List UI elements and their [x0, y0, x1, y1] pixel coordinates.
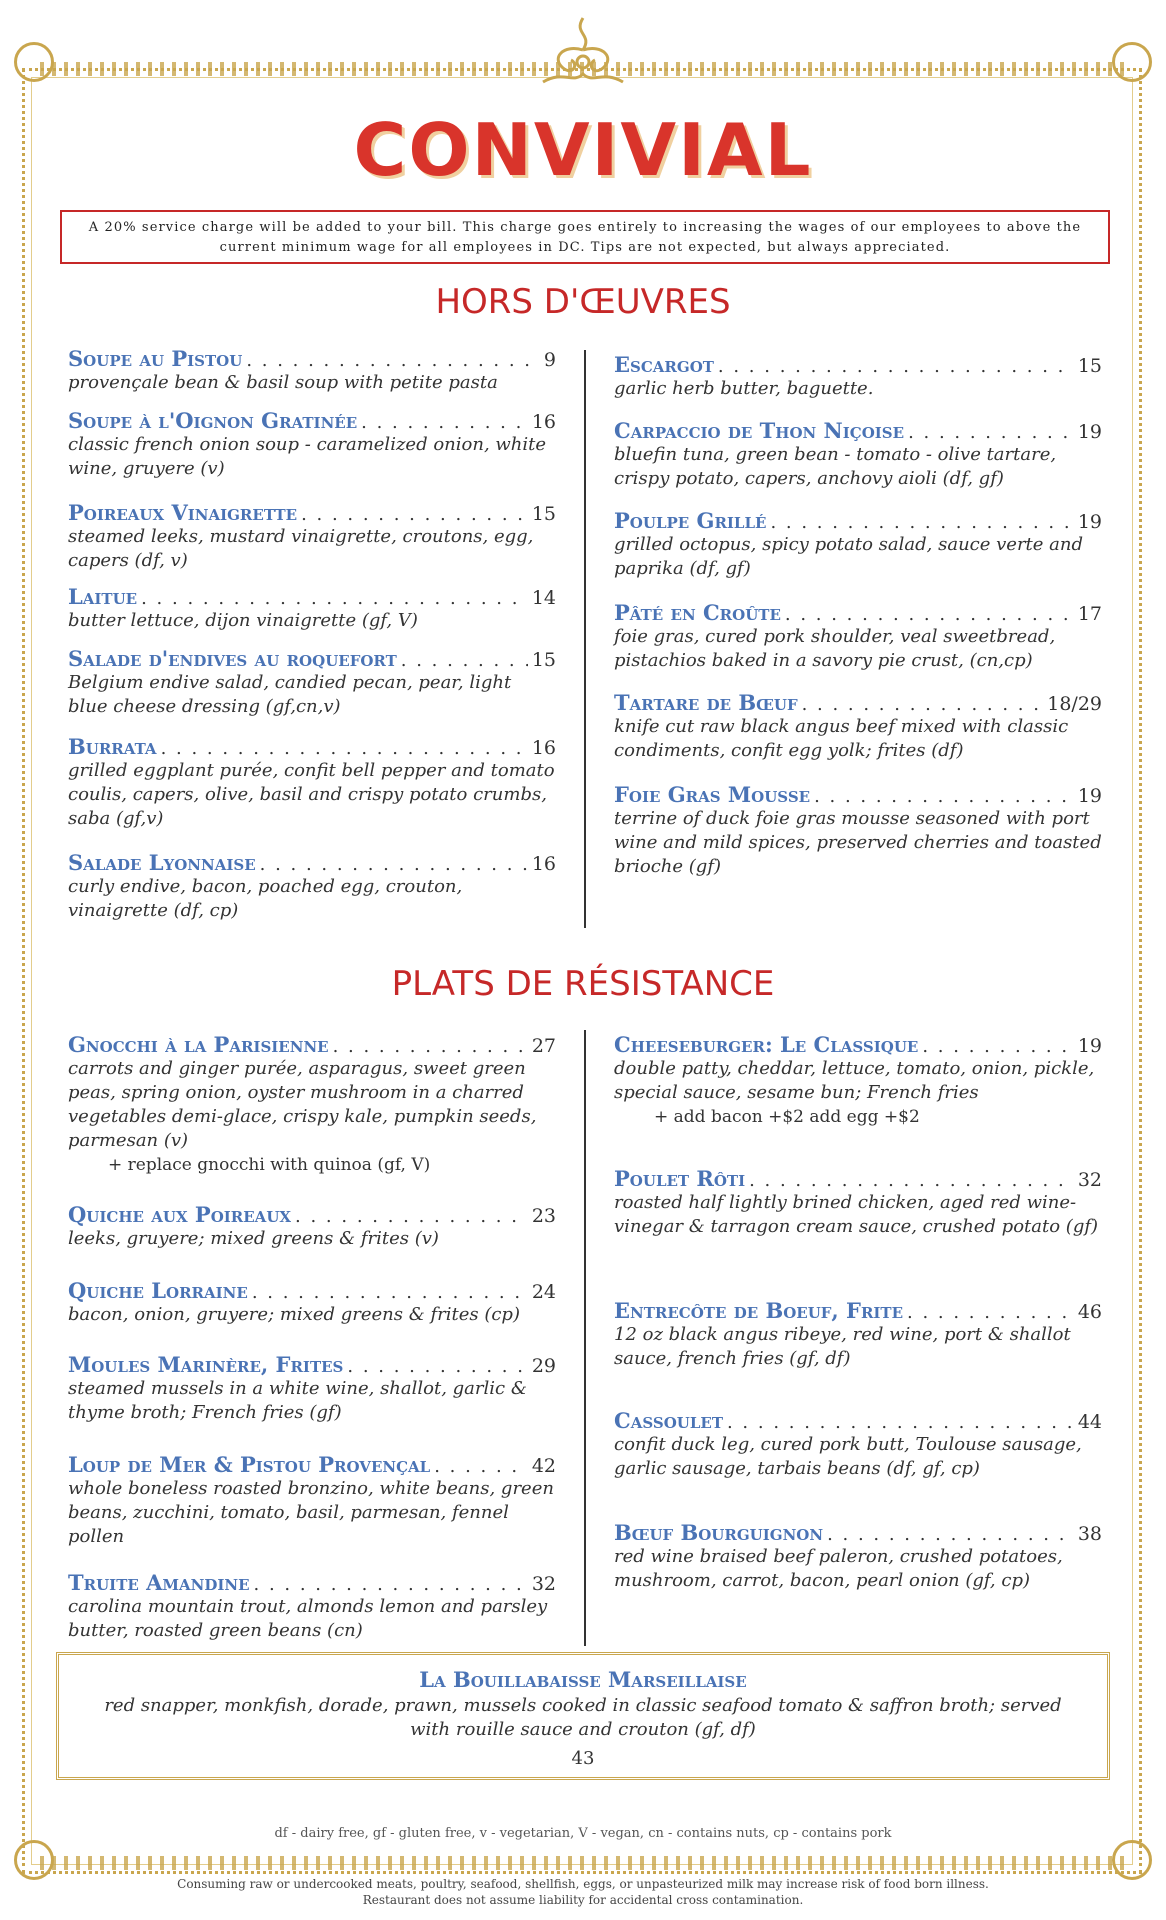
- menu-item-description: grilled eggplant purée, confit bell pepper and tomato coulis, capers, olive, basil and crispy potato crumbs, saba (gf,v): [68, 760, 555, 829]
- menu-item-description: curly endive, bacon, poached egg, crouton, vinaigrette (df, cp): [68, 876, 463, 921]
- dot-leader: [254, 1574, 528, 1595]
- menu-item-price: 17: [1077, 603, 1102, 625]
- menu-item-header: [614, 1408, 1102, 1433]
- health-disclaimer: [0, 1876, 1166, 1908]
- menu-item-name: Salade d'endives au roquefort: [68, 646, 397, 671]
- column-divider: [584, 1030, 586, 1646]
- dot-leader: [434, 1456, 528, 1477]
- menu-item-name: Quiche Lorraine: [68, 1278, 248, 1303]
- menu-item-description: carolina mountain trout, almonds lemon and parsley butter, roasted green beans (cn): [68, 1596, 548, 1641]
- menu-item: [68, 646, 556, 719]
- menu-item-header: [614, 782, 1102, 807]
- menu-item-description: grilled octopus, spicy potato salad, sauce verte and paprika (df, gf): [614, 534, 1084, 579]
- menu-item-name: Poulpe Grillé: [614, 508, 767, 533]
- bottom-ornament-band: [40, 1856, 1126, 1870]
- menu-item-header: [614, 508, 1102, 533]
- menu-item: [614, 1166, 1102, 1239]
- menu-item-description: foie gras, cured pork shoulder, veal sweetbread, pistachios baked in a savory pie crust, (cn,cp): [614, 626, 1056, 671]
- menu-item-header: [614, 418, 1102, 443]
- corner-scroll-icon: [1112, 42, 1152, 82]
- menu-item-name: Burrata: [68, 734, 157, 759]
- dot-leader: [802, 694, 1044, 715]
- menu-item-price: 29: [531, 1355, 556, 1377]
- menu-item-name: Entrecôte de Boeuf, Frite: [614, 1298, 904, 1323]
- menu-item-description: steamed leeks, mustard vinaigrette, croutons, egg, capers (df, v): [68, 526, 534, 571]
- menu-item-name: Bœuf Bourguignon: [614, 1520, 824, 1545]
- menu-item-price: 15: [531, 503, 556, 525]
- menu-item-description: garlic herb butter, baguette.: [614, 378, 874, 399]
- menu-item: [68, 584, 556, 633]
- dot-leader: [907, 1302, 1074, 1323]
- menu-item-header: [68, 646, 556, 671]
- menu-item-name: Quiche aux Poireaux: [68, 1202, 292, 1227]
- menu-item-price: 24: [531, 1281, 556, 1303]
- menu-item: [68, 1202, 556, 1251]
- menu-item-header: [68, 1570, 556, 1595]
- dot-leader: [785, 604, 1074, 625]
- menu-item-header: [614, 352, 1102, 377]
- service-charge-notice: A 20% service charge will be added to your bill. This charge goes entirely to increasing the wages of our employees to above the current minimum wage for all employees in DC. Tips are not expected, but always appreciated.: [60, 210, 1110, 264]
- dot-leader: [347, 1356, 527, 1377]
- menu-item-price: 15: [1077, 355, 1102, 377]
- menu-item: [68, 408, 556, 481]
- menu-item: [614, 1408, 1102, 1481]
- menu-item-price: 16: [531, 411, 556, 433]
- menu-item-name: Escargot: [614, 352, 714, 377]
- menu-item-name: Truite Amandine: [68, 1570, 250, 1595]
- menu-item-description: terrine of duck foie gras mousse seasoned with port wine and mild spices, preserved cherries and toasted brioche (gf): [614, 808, 1102, 877]
- menu-item-name: Carpaccio de Thon Niçoise: [614, 418, 905, 443]
- menu-item-header: [68, 734, 556, 759]
- menu-item: [68, 1452, 556, 1549]
- menu-item-name: Poireaux Vinaigrette: [68, 500, 298, 525]
- menu-item-description: confit duck leg, cured pork butt, Toulouse sausage, garlic sausage, tarbais beans (df, gf, cp): [614, 1434, 1082, 1479]
- menu-item-header: [68, 850, 556, 875]
- menu-item: [68, 734, 556, 831]
- dot-leader: [141, 588, 528, 609]
- menu-item-name: Tartare de Bœuf: [614, 690, 798, 715]
- menu-item-description: steamed mussels in a white wine, shallot, garlic & thyme broth; French fries (gf): [68, 1378, 527, 1423]
- dot-leader: [361, 412, 528, 433]
- menu-item-header: [614, 1520, 1102, 1545]
- menu-item-header: [68, 1352, 556, 1377]
- menu-item: [614, 352, 1102, 401]
- menu-item-name: Gnocchi à la Parisienne: [68, 1032, 329, 1057]
- menu-item-name: Soupe au Pistou: [68, 346, 243, 371]
- menu-item-price: 15: [531, 649, 556, 671]
- menu-item-header: [614, 1166, 1102, 1191]
- corner-scroll-icon: [14, 42, 54, 82]
- menu-item-header: [614, 1032, 1102, 1057]
- menu-item-price: 19: [1077, 421, 1102, 443]
- menu-item-name: Cassoulet: [614, 1408, 723, 1433]
- menu-item: [68, 1278, 556, 1327]
- dot-leader: [161, 738, 528, 759]
- menu-item-header: [68, 584, 556, 609]
- menu-item-description: red wine braised beef paleron, crushed potatoes, mushroom, carrot, bacon, pearl onion (gf, cp): [614, 1546, 1063, 1591]
- menu-item-name: Laitue: [68, 584, 138, 609]
- menu-item-price: 44: [1077, 1411, 1102, 1433]
- bouillabaisse-name: La Bouillabaisse Marseillaise: [419, 1667, 747, 1692]
- menu-item: [68, 1570, 556, 1643]
- dot-leader: [301, 504, 528, 525]
- menu-item: [614, 1520, 1102, 1593]
- menu-item-description: provençale bean & basil soup with petite pasta: [68, 372, 498, 393]
- menu-item-price: 19: [1077, 785, 1102, 807]
- dot-leader: [333, 1036, 528, 1057]
- menu-item-addon: + replace gnocchi with quinoa (gf, V): [108, 1155, 431, 1175]
- menu-item: [68, 346, 556, 395]
- menu-item-price: 38: [1077, 1523, 1102, 1545]
- menu-item-name: Salade Lyonnaise: [68, 850, 256, 875]
- menu-item-name: Soupe à l'Oignon Gratinée: [68, 408, 358, 433]
- menu-item-description: bluefin tuna, green bean - tomato - olive tartare, crispy potato, capers, anchovy aioli (df, gf): [614, 444, 1057, 489]
- hors-doeuvres-title: HORS D'ŒUVRES: [435, 282, 731, 322]
- menu-item-header: [614, 690, 1102, 715]
- menu-item-description: leeks, gruyere; mixed greens & frites (v): [68, 1228, 439, 1249]
- menu-item-name: Cheeseburger: Le Classique: [614, 1032, 919, 1057]
- menu-item-price: 19: [1077, 511, 1102, 533]
- menu-item: [614, 1032, 1102, 1129]
- menu-item-price: 42: [531, 1455, 556, 1477]
- menu-item: [614, 508, 1102, 581]
- menu-item-description: Belgium endive salad, candied pecan, pear, light blue cheese dressing (gf,cn,v): [68, 672, 512, 717]
- menu-item: [614, 418, 1102, 491]
- corner-scroll-icon: [1112, 1840, 1152, 1880]
- bouillabaisse-description: red snapper, monkfish, dorade, prawn, mussels cooked in classic seafood tomato & saffron broth; served with rouille sauce and crouton (gf, df): [104, 1695, 1062, 1740]
- menu-item-description: butter lettuce, dijon vinaigrette (gf, V): [68, 610, 418, 631]
- menu-item-price: 16: [531, 853, 556, 875]
- ornamental-crest-icon: [533, 14, 633, 92]
- menu-item-description: whole boneless roasted bronzino, white beans, green beans, zucchini, tomato, basil, parmesan, fennel pollen: [68, 1478, 554, 1547]
- menu-item-name: Moules Marinère, Frites: [68, 1352, 344, 1377]
- dot-leader: [814, 786, 1074, 807]
- menu-item-price: 32: [531, 1573, 556, 1595]
- menu-item-description: double patty, cheddar, lettuce, tomato, onion, pickle, special sauce, sesame bun; French fries: [614, 1058, 1095, 1103]
- menu-item-header: [68, 1278, 556, 1303]
- menu-item: [614, 690, 1102, 763]
- disclaimer-line: Consuming raw or undercooked meats, poultry, seafood, shellfish, eggs, or unpasteurized milk may increase risk of food born illness.: [177, 1877, 989, 1891]
- dot-leader: [727, 1412, 1074, 1433]
- menu-item-price: 14: [531, 587, 556, 609]
- menu-item-name: Loup de Mer & Pistou Provençal: [68, 1452, 431, 1477]
- menu-item: [68, 1032, 556, 1177]
- menu-item-header: [614, 600, 1102, 625]
- menu-item: [614, 600, 1102, 673]
- menu-item-header: [68, 1202, 556, 1227]
- dot-leader: [749, 1170, 1074, 1191]
- menu-item-description: knife cut raw black angus beef mixed with classic condiments, confit egg yolk; frites (df): [614, 716, 1069, 761]
- dot-leader: [718, 356, 1074, 377]
- menu-item-header: [614, 1298, 1102, 1323]
- menu-item-description: carrots and ginger purée, asparagus, sweet green peas, spring onion, oyster mushroom in a charred vegetables demi-glace, crispy kale, pumpkin seeds, parmesan (v): [68, 1058, 537, 1151]
- menu-item-price: 46: [1077, 1301, 1102, 1323]
- plats-title: PLATS DE RÉSISTANCE: [391, 964, 775, 1004]
- dot-leader: [246, 350, 540, 371]
- menu-item-name: Foie Gras Mousse: [614, 782, 811, 807]
- disclaimer-line: Restaurant does not assume liability for accidental cross contamination.: [362, 1893, 804, 1907]
- menu-item: [68, 500, 556, 573]
- menu-item-description: classic french onion soup - caramelized onion, white wine, gruyere (v): [68, 434, 547, 479]
- dot-leader: [922, 1036, 1073, 1057]
- dot-leader: [260, 854, 528, 875]
- menu-item-name: Pâté en Croûte: [614, 600, 781, 625]
- menu-item-description: 12 oz black angus ribeye, red wine, port & shallot sauce, french fries (gf, df): [614, 1324, 1071, 1369]
- menu-item-price: 18/29: [1047, 693, 1102, 715]
- menu-item-price: 19: [1077, 1035, 1102, 1057]
- dot-leader: [770, 512, 1073, 533]
- menu-item-description: bacon, onion, gruyere; mixed greens & frites (cp): [68, 1304, 520, 1325]
- menu-item-addon: + add bacon +$2 add egg +$2: [654, 1107, 920, 1127]
- menu-item-description: roasted half lightly brined chicken, aged red wine-vinegar & tarragon cream sauce, crushed potato (gf): [614, 1192, 1099, 1237]
- menu-item-header: [68, 1452, 556, 1477]
- menu-item: [614, 782, 1102, 879]
- menu-item-header: [68, 500, 556, 525]
- menu-item: [614, 1298, 1102, 1371]
- corner-scroll-icon: [14, 1840, 54, 1880]
- menu-item-price: 27: [531, 1035, 556, 1057]
- column-divider: [584, 350, 586, 928]
- dietary-legend: df - dairy free, gf - gluten free, v - vegetarian, V - vegan, cn - contains nuts, cp - contains pork: [274, 1826, 892, 1841]
- menu-item-header: [68, 346, 556, 371]
- menu-item-price: 16: [531, 737, 556, 759]
- menu-item-name: Poulet Rôti: [614, 1166, 746, 1191]
- dot-leader: [295, 1206, 528, 1227]
- menu-item-header: [68, 408, 556, 433]
- dot-leader: [252, 1282, 528, 1303]
- menu-item-price: 32: [1077, 1169, 1102, 1191]
- bouillabaisse-box: [56, 1652, 1110, 1780]
- dot-leader: [908, 422, 1074, 443]
- dot-leader: [401, 650, 528, 671]
- menu-item-price: 9: [543, 349, 556, 371]
- menu-item-header: [68, 1032, 556, 1057]
- menu-item: [68, 850, 556, 923]
- menu-item-price: 23: [531, 1205, 556, 1227]
- dot-leader: [827, 1524, 1074, 1545]
- restaurant-title: CONVIVIAL: [353, 108, 813, 192]
- menu-item: [68, 1352, 556, 1425]
- bouillabaisse-price: 43: [571, 1748, 595, 1769]
